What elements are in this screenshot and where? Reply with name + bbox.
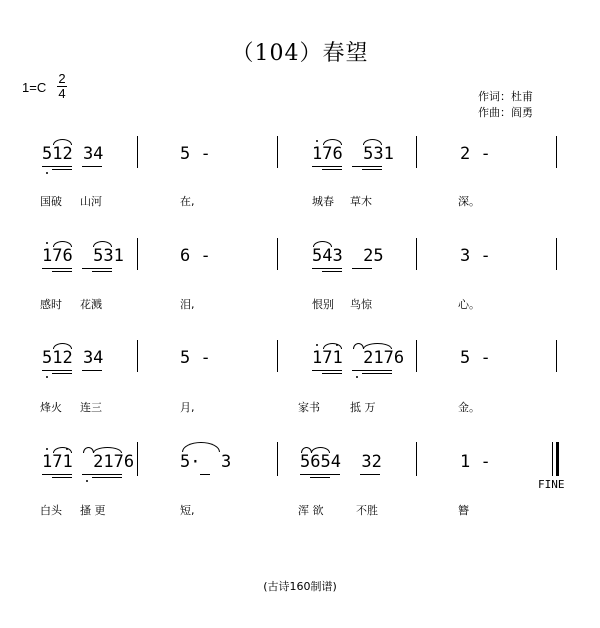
measure-6-notes: 6 -	[180, 246, 211, 266]
barline	[416, 442, 417, 476]
time-signature	[56, 72, 68, 101]
underline	[42, 268, 72, 269]
high-octave-dot	[46, 242, 48, 244]
lyric: 感时	[40, 298, 62, 311]
slur	[53, 343, 72, 349]
slur	[53, 139, 72, 145]
high-octave-dot	[46, 448, 48, 450]
underline	[312, 166, 342, 167]
underline	[52, 477, 72, 478]
lyric: 鸟惊	[350, 298, 372, 311]
composer-credit: 作曲：阎勇	[478, 106, 533, 119]
time-sig-top: 2	[58, 71, 66, 86]
lyric: 烽火	[40, 401, 62, 414]
underline	[92, 477, 122, 478]
underline	[322, 373, 342, 374]
underline	[42, 474, 72, 475]
lyric: 金。	[458, 401, 480, 414]
barline	[277, 340, 278, 372]
underline	[352, 268, 372, 269]
slur	[53, 241, 72, 247]
underline	[322, 271, 342, 272]
lyric: 花溅	[80, 298, 102, 311]
underline	[200, 474, 210, 475]
underline	[312, 268, 342, 269]
measure-14-notes: 5· 3	[180, 452, 232, 472]
measure-11-notes: 171 2176	[312, 348, 405, 368]
slur	[93, 447, 122, 453]
measure-12-notes: 5 -	[460, 348, 491, 368]
lyric: 恨别	[312, 298, 334, 311]
lyric: 月,	[180, 401, 195, 414]
barline	[556, 340, 557, 372]
time-sig-bottom: 4	[58, 86, 66, 101]
barline	[137, 442, 138, 476]
slur	[53, 447, 72, 453]
final-barline-thick	[556, 442, 559, 476]
measure-10-notes: 5 -	[180, 348, 211, 368]
underline	[310, 477, 330, 478]
slur	[363, 139, 382, 145]
footer-credit: (古诗160制谱)	[263, 580, 337, 593]
high-octave-dot	[66, 448, 68, 450]
high-octave-dot	[316, 344, 318, 346]
barline	[137, 340, 138, 372]
barline	[277, 442, 278, 476]
lyric: 山河	[80, 195, 102, 208]
lyric: 心。	[458, 298, 480, 311]
barline	[556, 238, 557, 270]
barline	[137, 238, 138, 270]
slur	[363, 343, 392, 349]
high-octave-dot	[336, 344, 338, 346]
lyric: 城春	[312, 195, 334, 208]
underline	[362, 169, 382, 170]
measure-15-notes: 5654 32	[300, 452, 382, 472]
high-octave-dot	[316, 140, 318, 142]
lyric: 簪	[458, 504, 469, 517]
measure-7-notes: 543 25	[312, 246, 384, 266]
slur	[323, 139, 342, 145]
measure-1-notes: 512 34	[42, 144, 104, 164]
underline	[362, 373, 392, 374]
low-octave-dot	[86, 480, 88, 482]
barline	[556, 136, 557, 168]
barline	[416, 136, 417, 168]
underline	[82, 474, 122, 475]
barline	[416, 340, 417, 372]
lyric: 搔 更	[80, 504, 106, 517]
low-octave-dot	[46, 172, 48, 174]
barline	[277, 136, 278, 168]
slur	[313, 241, 332, 247]
measure-2-notes: 5 -	[180, 144, 211, 164]
barline	[416, 238, 417, 270]
fine-marker: FINE	[538, 478, 565, 491]
measure-13-notes: 171 2176	[42, 452, 135, 472]
slur	[311, 447, 330, 453]
lyric: 短,	[180, 504, 195, 517]
underline	[82, 370, 102, 371]
lyric: 草木	[350, 195, 372, 208]
underline	[312, 370, 342, 371]
slur	[93, 241, 112, 247]
underline	[352, 166, 382, 167]
underline	[42, 370, 72, 371]
lyric: 白头	[40, 504, 62, 517]
lyric: 家书	[298, 401, 320, 414]
lyric: 不胜	[356, 504, 378, 517]
underline	[352, 370, 392, 371]
underline	[322, 169, 342, 170]
lyric: 在,	[180, 195, 195, 208]
underline	[300, 474, 340, 475]
measure-3-notes: 176 531	[312, 144, 394, 164]
underline	[360, 474, 380, 475]
page-title: （104）春望	[231, 41, 369, 66]
underline	[82, 268, 112, 269]
lyric: 浑 欲	[298, 504, 324, 517]
lyric: 国破	[40, 195, 62, 208]
barline	[277, 238, 278, 270]
lyric: 泪,	[180, 298, 195, 311]
low-octave-dot	[356, 376, 358, 378]
final-barline-thin	[552, 442, 553, 476]
key-signature: 1=C	[22, 80, 47, 95]
underline	[42, 166, 72, 167]
underline	[92, 271, 112, 272]
lyric: 抵 万	[350, 401, 376, 414]
barline	[137, 136, 138, 168]
tie	[182, 442, 220, 452]
underline	[52, 373, 72, 374]
slur	[323, 343, 342, 349]
lyric: 连三	[80, 401, 102, 414]
measure-9-notes: 512 34	[42, 348, 104, 368]
lyricist-credit: 作词：杜甫	[478, 90, 533, 103]
underline	[52, 169, 72, 170]
lyric: 深。	[458, 195, 480, 208]
low-octave-dot	[46, 376, 48, 378]
underline	[82, 166, 102, 167]
measure-4-notes: 2 -	[460, 144, 491, 164]
measure-5-notes: 176 531	[42, 246, 124, 266]
underline	[52, 271, 72, 272]
measure-8-notes: 3 -	[460, 246, 491, 266]
measure-16-notes: 1 -	[460, 452, 491, 472]
